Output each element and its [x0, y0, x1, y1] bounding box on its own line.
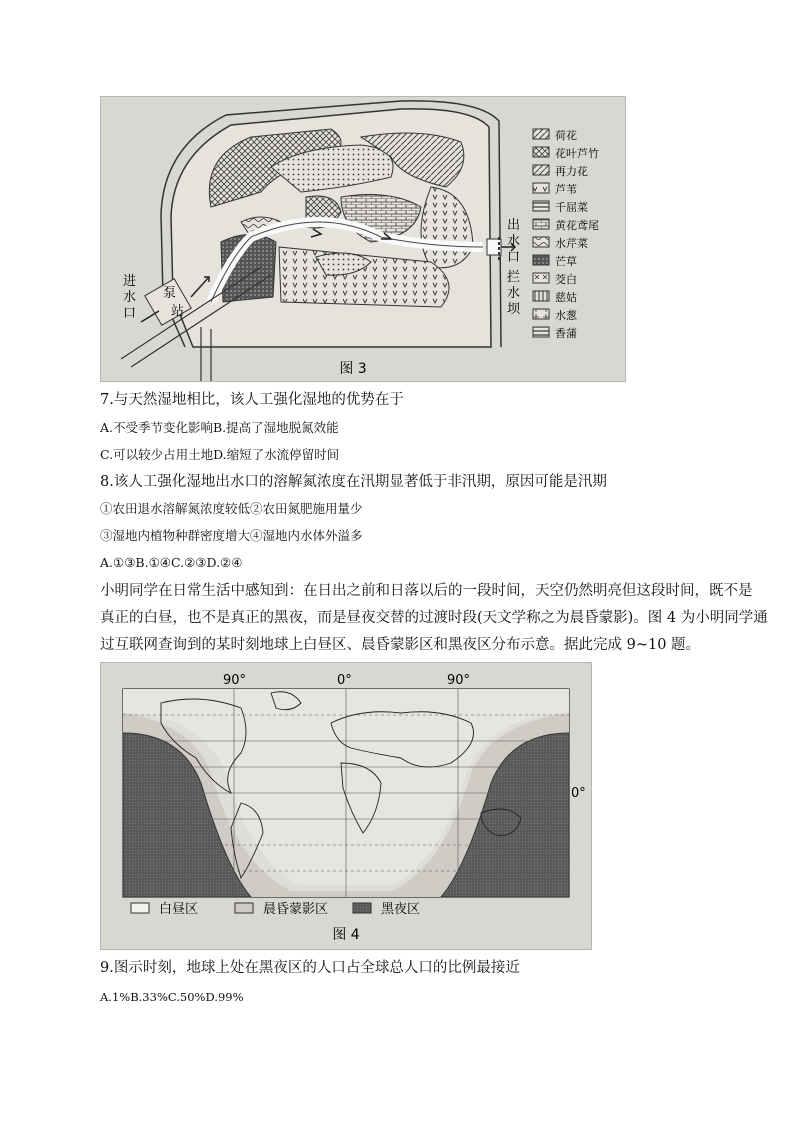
wetland-map [101, 97, 625, 381]
intro-line-1: 小明同学在日常生活中感知到：在日出之前和日落以后的一段时间，天空仍然明亮但这段时间，既不是 [100, 583, 753, 599]
legend-day: 白昼区 [159, 902, 199, 917]
lat-label-0: 0° [571, 786, 586, 801]
legend-twilight: 晨昏蒙影区 [263, 902, 329, 917]
q8-stem: 8.该人工强化湿地出水口的溶解氮浓度在汛期显著低于非汛期，原因可能是汛期 [100, 474, 607, 490]
dam-label-2: 水 [507, 286, 521, 301]
legend-item: 香蒲 [555, 327, 577, 340]
figure-3 [100, 96, 626, 382]
q8-items-12: ①农田退水溶解氮浓度较低②农田氮肥施用量少 [100, 501, 363, 516]
dam-label-1: 拦 [507, 270, 521, 285]
q9-stem: 9.图示时刻，地球上处在黑夜区的人口占全球总人口的比例最接近 [100, 960, 520, 976]
dam-label-3: 坝 [507, 302, 521, 317]
legend-item: 荷花 [555, 129, 577, 142]
legend-item: 芒草 [555, 255, 577, 268]
intro-line-3: 过互联网查询到的某时刻地球上白昼区、晨昏蒙影区和黑夜区分布示意。据此完成 9~10 题。 [100, 637, 701, 653]
figure4-caption: 图 4 [332, 927, 360, 943]
q7-stem: 7.与天然湿地相比，该人工强化湿地的优势在于 [100, 392, 404, 408]
q8-items-34: ③湿地内植物种群密度增大④湿地内水体外溢多 [100, 528, 363, 543]
lon-label-90e: 90° [447, 673, 471, 688]
inlet-label-1: 进 [123, 274, 137, 289]
figure3-legend [533, 128, 599, 340]
legend-night: 黑夜区 [381, 902, 421, 917]
legend-item: 再力花 [555, 165, 588, 178]
intro-line-2: 真正的白昼，也不是真正的黑夜，而是昼夜交替的过渡时段(天文学称之为晨昏蒙影)。图 4 为小明同学通 [100, 610, 768, 626]
legend-item: 茭白 [555, 273, 577, 286]
pump-label-2: 站 [171, 304, 185, 319]
q7-options-cd: C.可以较少占用土地D.缩短了水流停留时间 [100, 447, 340, 462]
day-night-map [101, 663, 591, 949]
legend-item: 芦苇 [555, 183, 577, 196]
q9-options: A.1%B.33%C.50%D.99% [100, 990, 244, 1004]
pump-label-1: 泵 [163, 286, 177, 301]
figure3-caption: 图 3 [339, 361, 367, 377]
legend-item: 花叶芦竹 [555, 147, 599, 160]
legend-item: 慈姑 [555, 291, 577, 304]
lon-label-0: 0° [337, 673, 352, 688]
q7-options-ab: A.不受季节变化影响B.提高了湿地脱氮效能 [100, 420, 339, 435]
outlet-label-1: 出 [507, 218, 521, 233]
q8-options: A.①③B.①④C.②③D.②④ [100, 555, 243, 570]
legend-item: 千屈菜 [555, 201, 588, 214]
outlet-label-3: 口 [507, 250, 521, 265]
legend-item: 水葱 [555, 309, 577, 322]
inlet-label-2: 水 [123, 290, 137, 305]
outlet-label-2: 水 [507, 234, 521, 249]
lon-label-90w: 90° [223, 673, 247, 688]
figure-4 [100, 662, 592, 950]
legend-item: 水芹菜 [555, 237, 588, 250]
inlet-label-3: 口 [123, 306, 137, 321]
figure4-legend [131, 901, 420, 917]
legend-item: 黄花鸢尾 [555, 219, 599, 232]
